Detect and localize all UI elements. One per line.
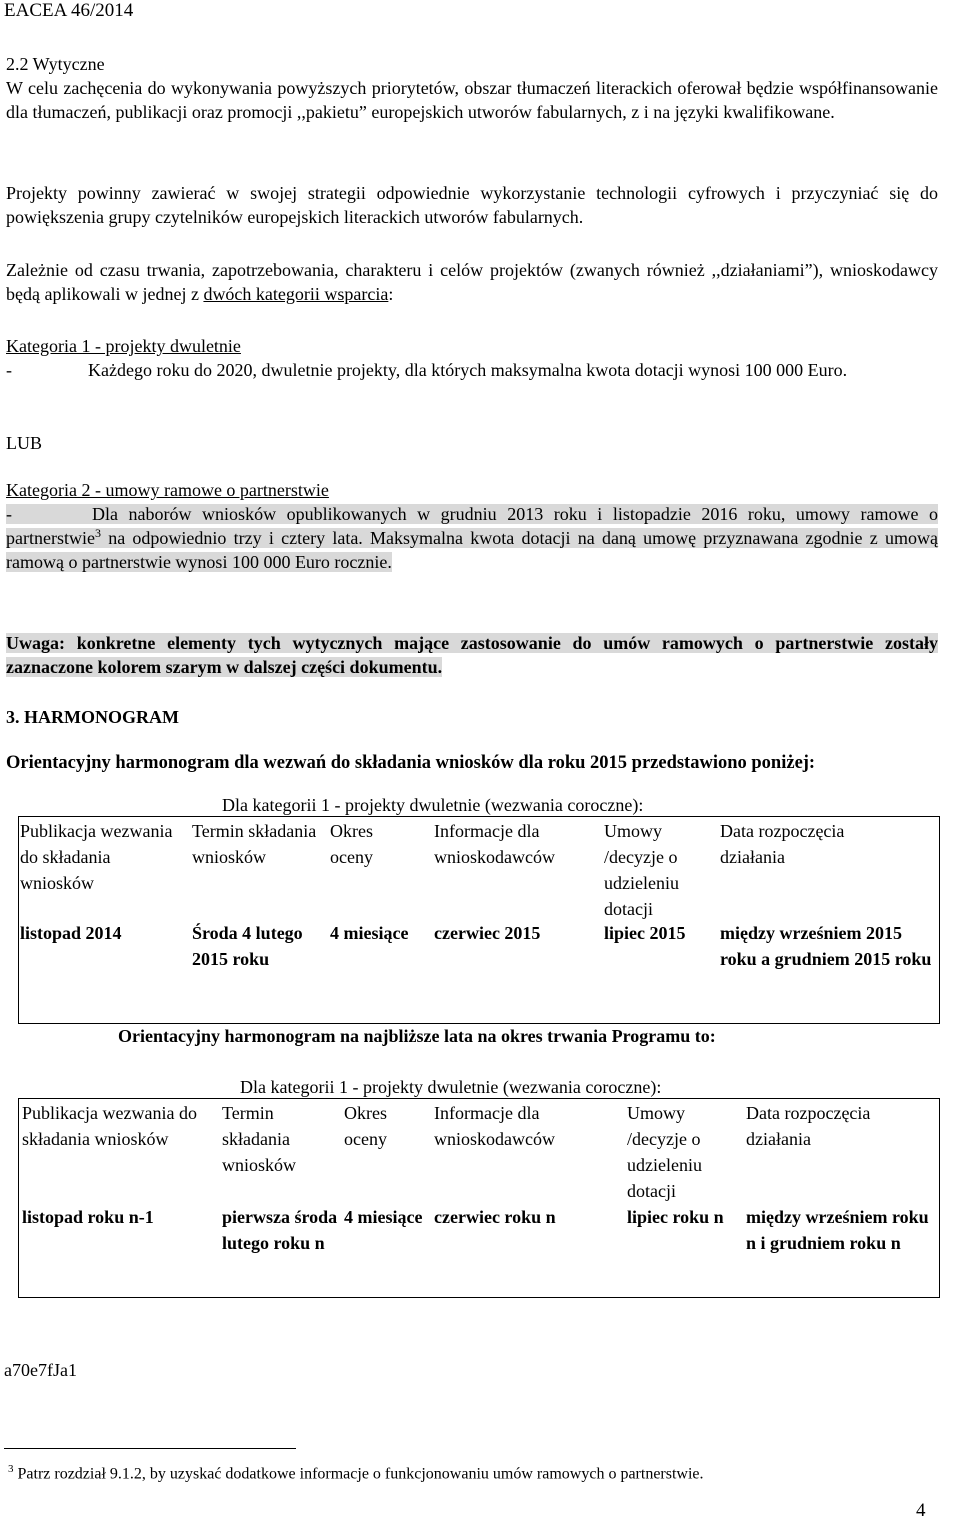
paragraph-3-end: : <box>388 284 394 304</box>
schedule-intro: Orientacyjny harmonogram dla wezwań do składania wniosków dla roku 2015 przedstawiono poniżej: <box>6 753 816 773</box>
t2-header-contracts: Umowy /decyzje o udzieleniu dotacji <box>627 1103 702 1201</box>
category-2-dash: - <box>6 504 12 524</box>
t1-header-info: Informacje dla wnioskodawców <box>434 821 555 867</box>
t2-header-info: Informacje dla wnioskodawców <box>434 1103 555 1149</box>
category-2-text-a: Dla naborów wniosków opublikowanych w grudniu 2013 roku i listopadzie 2016 roku, umowy ramowe o partnerstwie <box>6 504 938 548</box>
category-1-title: Kategoria 1 - projekty dwuletnie <box>6 336 241 356</box>
t2-header-publication: Publikacja wezwania do składania wniosków <box>22 1103 197 1149</box>
t1-header-evaluation: Okres oceny <box>330 821 373 867</box>
support-categories-link[interactable]: dwóch kategorii wsparcia <box>203 284 389 304</box>
section-3-heading: 3. HARMONOGRAM <box>6 707 179 727</box>
t2-cell-deadline: pierwsza środa lutego roku n <box>222 1207 338 1253</box>
t1-cell-evaluation: 4 miesiące <box>330 923 409 943</box>
footnote-number: 3 <box>8 1463 14 1475</box>
t2-header-evaluation: Okres oceny <box>344 1103 387 1149</box>
footnote <box>8 1458 704 1485</box>
t1-cell-info: czerwiec 2015 <box>434 923 541 943</box>
document-reference: EACEA 46/2014 <box>4 0 134 21</box>
note-text: Uwaga: konkretne elementy tych wytycznych mające zastosowanie do umów ramowych o partnerstwie zostały zaznaczone kolorem szarym w dalszej części dokumentu. <box>6 633 938 677</box>
t2-cell-contracts: lipiec roku n <box>627 1207 724 1227</box>
t2-cell-evaluation: 4 miesiące <box>344 1207 423 1227</box>
page-number: 4 <box>916 1500 926 1521</box>
t1-cell-deadline: Środa 4 lutego 2015 roku <box>192 923 303 969</box>
t2-cell-publication: listopad roku n-1 <box>22 1207 154 1227</box>
paragraph-2: Projekty powinny zawierać w swojej strategii odpowiednie wykorzystanie technologii cyfrowych i przyczyniać się do powiększenia grupy czytelników europejskich literackich utworów fabularnych. <box>6 183 938 227</box>
category-2-text <box>6 502 938 574</box>
t1-cell-publication: listopad 2014 <box>20 923 122 943</box>
or-label: LUB <box>6 433 42 453</box>
t2-header-start: Data rozpoczęcia działania <box>746 1103 871 1149</box>
category-2-text-b: na odpowiednio trzy i cztery lata. Maksymalna kwota dotacji na daną umowę przyznawana zgodnie z umową ramową o partnerstwie wynosi 100 000 Euro rocznie. <box>6 528 938 572</box>
t2-cell-info: czerwiec roku n <box>434 1207 556 1227</box>
t1-cell-contracts: lipiec 2015 <box>604 923 686 943</box>
t2-cell-start: między wrześniem roku n i grudniem roku n <box>746 1207 929 1253</box>
table-2-caption: Dla kategorii 1 - projekty dwuletnie (wezwania coroczne): <box>240 1077 662 1097</box>
t1-header-deadline: Termin składania wniosków <box>192 821 317 867</box>
bullet-dash: - <box>6 360 12 380</box>
table-1-caption: Dla kategorii 1 - projekty dwuletnie (wezwania coroczne): <box>222 795 644 815</box>
category-1-text: Każdego roku do 2020, dwuletnie projekty, dla których maksymalna kwota dotacji wynosi 100 000 Euro. <box>88 360 848 380</box>
note <box>6 631 938 679</box>
t2-header-deadline: Termin składania wniosków <box>222 1103 297 1175</box>
table-2-title: Orientacyjny harmonogram na najbliższe lata na okres trwania Programu to: <box>118 1026 716 1046</box>
section-heading: 2.2 Wytyczne <box>6 54 105 74</box>
paragraph-1: W celu zachęcenia do wykonywania powyższych priorytetów, obszar tłumaczeń literackich oferował będzie współfinansowanie dla tłumaczeń, publikacji oraz promocji ,,pakietu” europejskich utworów fabularnych, z i na języki kwalifikowane. <box>6 78 938 122</box>
footnote-text: Patrz rozdział 9.1.2, by uzyskać dodatkowe informacje o funkcjonowaniu umów ramowych o partnerstwie. <box>17 1465 704 1483</box>
t1-header-publication: Publikacja wezwania do składania wniosków <box>20 821 173 893</box>
document-code: a70e7fJa1 <box>4 1360 77 1380</box>
t1-header-contracts: Umowy /decyzje o udzieleniu dotacji <box>604 821 679 919</box>
category-2-title: Kategoria 2 - umowy ramowe o partnerstwie <box>6 480 329 500</box>
t1-header-start: Data rozpoczęcia działania <box>720 821 845 867</box>
paragraph-3 <box>6 258 938 306</box>
paragraph-3-start: Zależnie od czasu trwania, zapotrzebowania, charakteru i celów projektów (zwanych również ,,działaniami”), wnioskodawcy będą aplikowali w jednej z <box>6 260 938 304</box>
footnote-ref[interactable]: 3 <box>94 526 101 540</box>
t1-cell-start: między wrześniem 2015 roku a grudniem 2015 roku <box>720 923 932 969</box>
footnote-divider <box>4 1448 296 1449</box>
